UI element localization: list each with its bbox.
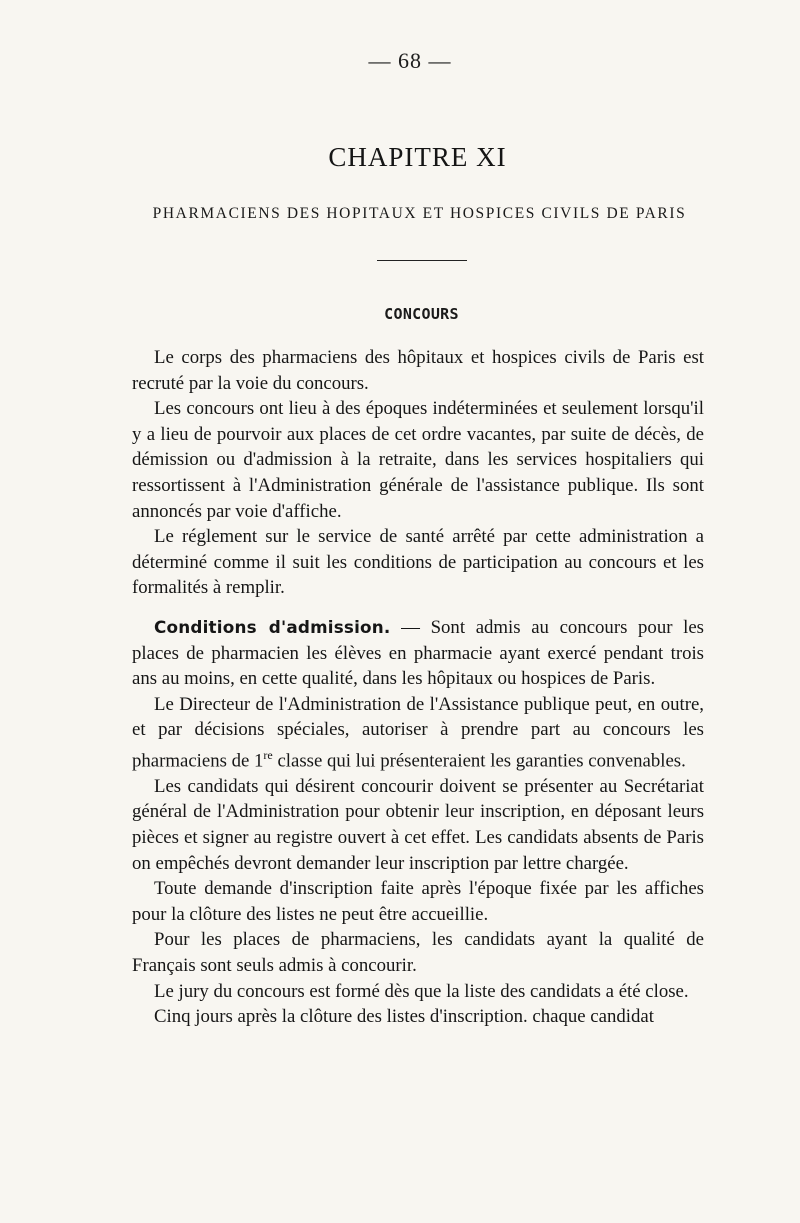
paragraph-concours-lieu: Les concours ont lieu à des époques indéterminées et seulement lorsqu'il y a lieu de pourvoir aux places de cet ordre vacantes, par suite de décès, de démission ou d'admission à la retraite, dans les services hospitaliers qui ressortissent à l'Administration générale de l'assistance publique. Ils sont annoncés par voie d'affiche.: [132, 398, 704, 522]
conditions-text: — Sont admis au concours pour les places de pharmacien les élèves en pharmacie ayant exercé pendant trois ans au moins, en cette qualité, dans les hôpitaux ou hospices de Paris.: [132, 616, 704, 690]
paragraph-conditions: [132, 615, 704, 692]
paragraph-francais: Pour les places de pharmaciens, les candidats ayant la qualité de Français sont seuls admis à concourir.: [132, 929, 704, 976]
paragraph-candidats: Les candidats qui désirent concourir doivent se présenter au Secrétariat général de l'Administration pour obtenir leur inscription, en déposant leurs pièces et signer au registre ouvert à cet effet. Les candidats absents de Paris on empêchés devront demander leur inscription par lettre chargée.: [132, 775, 704, 874]
directeur-text-before: Le Directeur de l'Administration de l'Assistance publique peut, en outre, et par décisions spéciales, autoriser à prendre part au concours les pharmaciens de 1: [132, 693, 704, 772]
conditions-heading: Conditions d'admission.: [154, 616, 391, 637]
chapter-title: CHAPITRE XI: [328, 142, 507, 172]
paragraph-corps: Le corps des pharmaciens des hôpitaux et hospices civils de Paris est recruté par la voie du concours.: [132, 347, 704, 394]
chapter-subtitle: PHARMACIENS DES HOPITAUX ET HOSPICES CIVILS DE PARIS: [152, 205, 687, 222]
paragraph-reglement: Le réglement sur le service de santé arrêté par cette administration a déterminé comme il suit les conditions de participation au concours et les formalités à remplir.: [132, 526, 704, 599]
paragraph-cinq-jours: Cinq jours après la clôture des listes d'inscription. chaque candidat: [154, 1006, 654, 1028]
paragraph-directeur: [132, 692, 704, 774]
separator-rule: [377, 260, 467, 261]
superscript-re: re: [263, 747, 273, 762]
body-text: [132, 345, 704, 1030]
directeur-text-after: classe qui lui présenteraient les garanties convenables.: [272, 750, 686, 772]
section-heading: CONCOURS: [384, 305, 459, 323]
paragraph-jury: Le jury du concours est formé dès que la liste des candidats a été close.: [154, 980, 689, 1002]
page-number: — 68 —: [368, 48, 452, 73]
paragraph-demande: Toute demande d'inscription faite après l'époque fixée par les affiches pour la clôture des listes ne peut être accueillie.: [132, 878, 704, 925]
